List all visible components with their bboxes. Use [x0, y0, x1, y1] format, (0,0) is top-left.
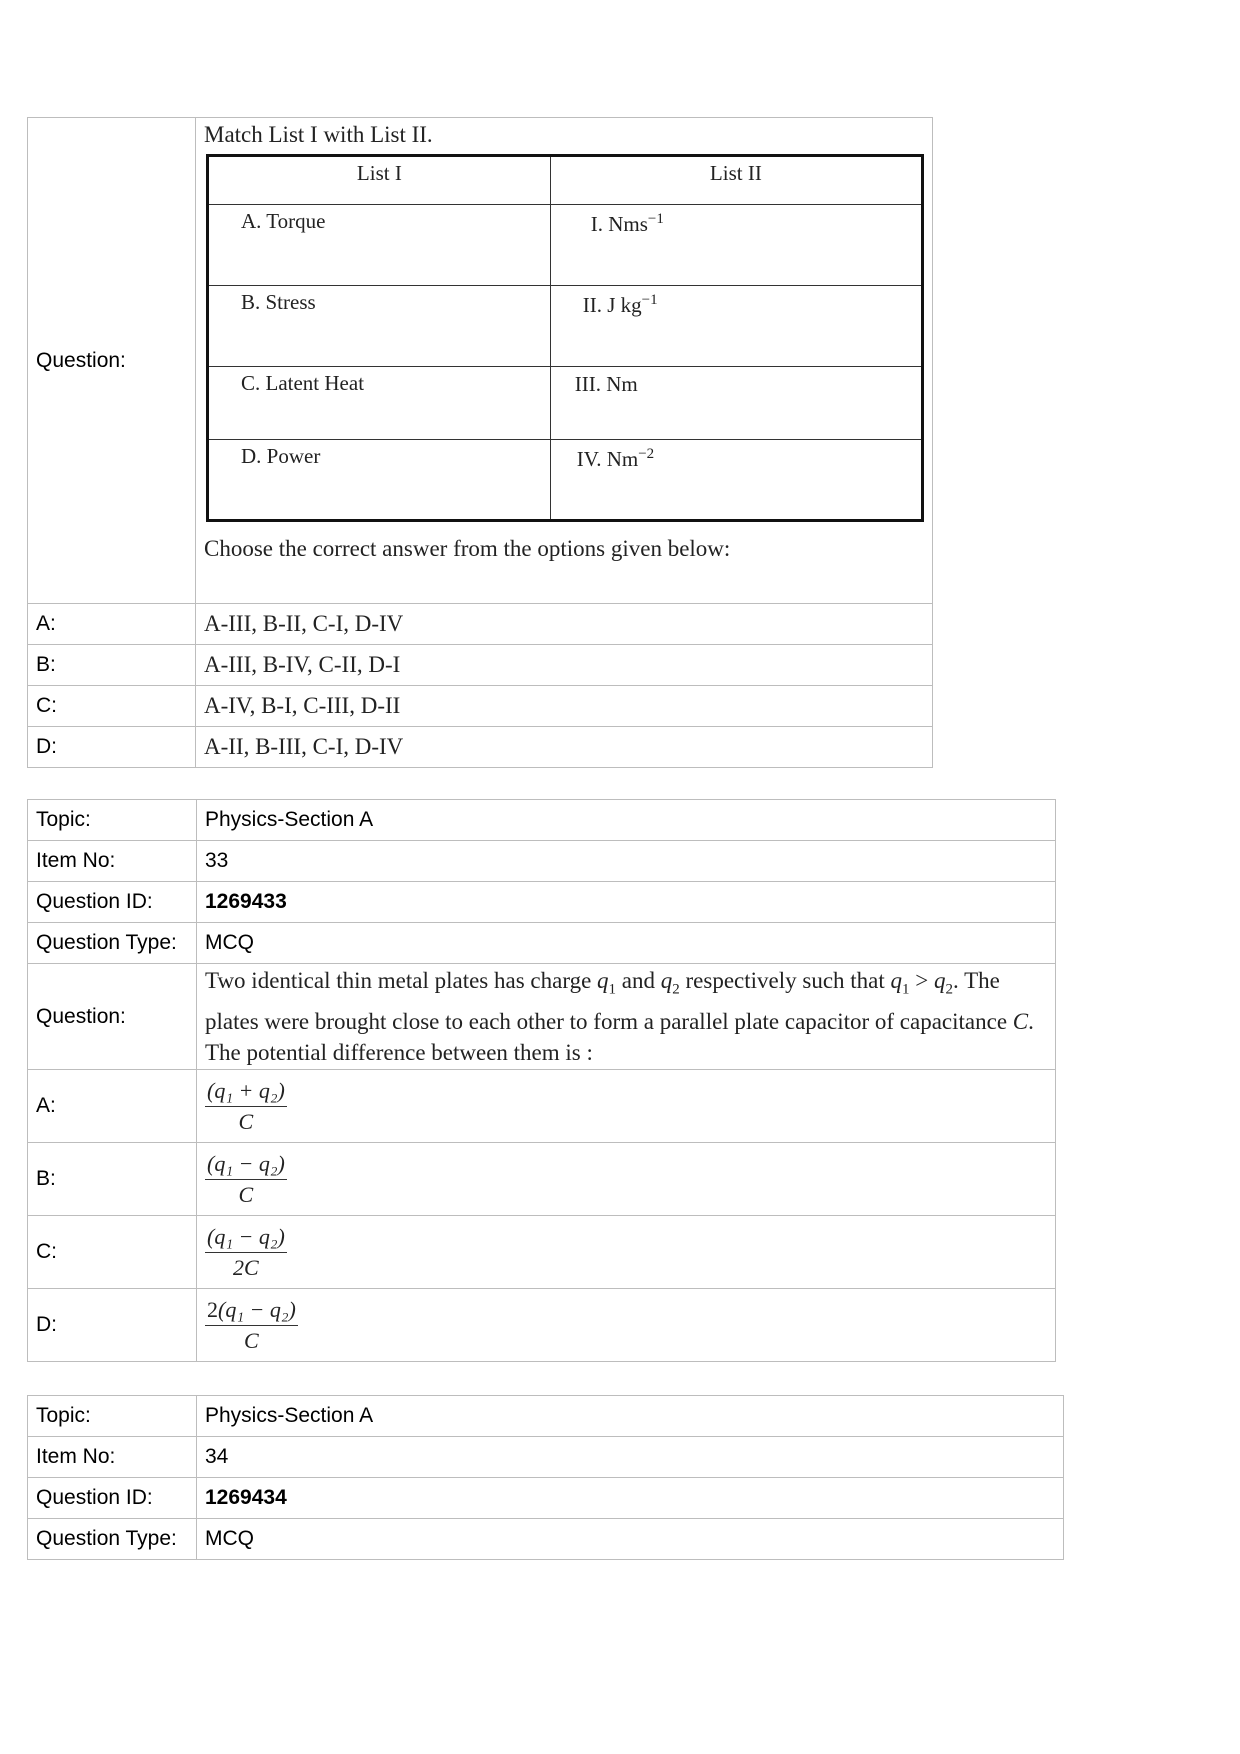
- question-label: Question:: [28, 964, 197, 1070]
- list-2-item: I. Nms$^{-1}$: [550, 205, 922, 286]
- fraction: $\frac{\text{(q₁ − q₂)}}{2C}$: [207, 1223, 285, 1280]
- option-text: A-III, B-IV, C-II, D-I: [196, 645, 933, 686]
- list-2-item: III. Nm: [550, 367, 922, 440]
- question-id-value: 1269433: [197, 882, 1056, 923]
- question-label: Question:: [28, 118, 196, 604]
- option-formula: [197, 1070, 1056, 1143]
- question-id-value: 1269434: [197, 1478, 1064, 1519]
- question-type-value: MCQ: [197, 1519, 1064, 1560]
- option-label: A:: [28, 1070, 197, 1143]
- item-no-value: 34: [197, 1437, 1064, 1478]
- question-32-table: [27, 117, 933, 768]
- question-intro: Match List I with List II.: [204, 122, 433, 147]
- question-type-label: Question Type:: [28, 923, 197, 964]
- list-1-item: C. Latent Heat: [208, 367, 551, 440]
- question-text: Two identical thin metal plates has charge $q_1$ and $q_2$ respectively such that $q_1 > q_2$. The plates were brought close to each other to form a parallel plate capacitor of capacitance C. The potential difference between them is :: [197, 964, 1056, 1070]
- option-label: A:: [28, 604, 196, 645]
- question-34-table: [27, 1395, 1064, 1560]
- question-id-label: Question ID:: [28, 882, 197, 923]
- list-1-item: D. Power: [208, 440, 551, 521]
- question-id-label: Question ID:: [28, 1478, 197, 1519]
- option-label: C:: [28, 1216, 197, 1289]
- question-type-label: Question Type:: [28, 1519, 197, 1560]
- option-formula: [197, 1289, 1056, 1362]
- option-label: B:: [28, 645, 196, 686]
- topic-label: Topic:: [28, 800, 197, 841]
- list-2-item: IV. $Nm^{-2}$: [550, 440, 922, 521]
- list-2-item: II. J $kg^{-1}$: [550, 286, 922, 367]
- list-1-item: A. Torque: [208, 205, 551, 286]
- option-formula: [197, 1216, 1056, 1289]
- match-list-table: [206, 154, 924, 522]
- option-label: B:: [28, 1143, 197, 1216]
- list-1-item: B. Stress: [208, 286, 551, 367]
- topic-value: Physics-Section A: [197, 1396, 1064, 1437]
- option-label: C:: [28, 686, 196, 727]
- option-text: A-IV, B-I, C-III, D-II: [196, 686, 933, 727]
- item-no-label: Item No:: [28, 1437, 197, 1478]
- list-2-header: List II: [550, 156, 922, 205]
- question-33-table: [27, 799, 1056, 1362]
- fraction: $\frac{\text{(q₁ − q₂)}}{C}$: [207, 1150, 285, 1207]
- list-1-header: List I: [208, 156, 551, 205]
- item-no-value: 33: [197, 841, 1056, 882]
- question-body: [196, 118, 933, 604]
- item-no-label: Item No:: [28, 841, 197, 882]
- option-formula: [197, 1143, 1056, 1216]
- topic-value: Physics-Section A: [197, 800, 1056, 841]
- fraction: $\frac{\text{2(q₁ − q₂)}}{C}$: [207, 1296, 296, 1353]
- option-label: D:: [28, 727, 196, 768]
- option-label: D:: [28, 1289, 197, 1362]
- question-type-value: MCQ: [197, 923, 1056, 964]
- option-text: A-III, B-II, C-I, D-IV: [196, 604, 933, 645]
- question-instruction: Choose the correct answer from the options given below:: [204, 536, 731, 561]
- topic-label: Topic:: [28, 1396, 197, 1437]
- fraction: $\frac{\text{(q₁ + q₂)}}{C}$: [207, 1077, 285, 1134]
- option-text: A-II, B-III, C-I, D-IV: [196, 727, 933, 768]
